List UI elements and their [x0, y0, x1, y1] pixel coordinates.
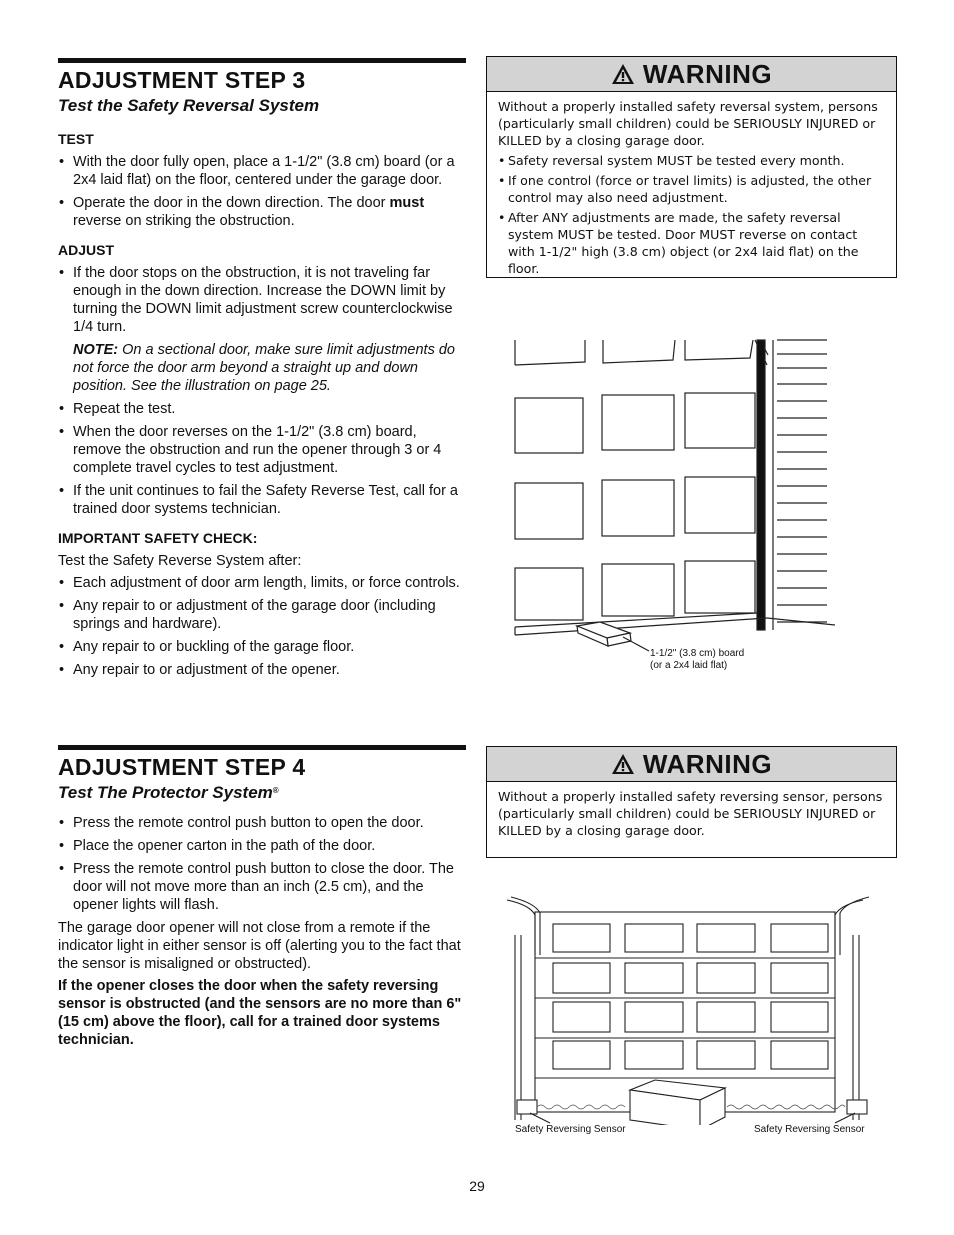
safety-intro: Test the Safety Reverse System after:: [58, 553, 302, 569]
adjust-list: [58, 264, 466, 336]
step4-section: [58, 745, 466, 1053]
list-item: • Each adjustment of door arm length, limits, or force controls.: [58, 574, 466, 592]
section-rule: [58, 58, 466, 63]
list-item: • If one control (force or travel limits) is adjusted, the other control may also need adjustment.: [498, 172, 886, 206]
list-item: • Operate the door in the down direction. The door must reverse on striking the obstruction.: [58, 194, 466, 230]
warning-title: WARNING: [642, 58, 773, 89]
sensor-label-left: Safety Reversing Sensor: [515, 1124, 626, 1135]
list-item: • Any repair to or adjustment of the garage door (including springs and hardware).: [58, 597, 466, 633]
warning-header: [487, 57, 896, 92]
list-item: • Press the remote control push button to close the door. The door will not move more than an inch (2.5 cm), and the opener lights will flash.: [58, 860, 466, 914]
warning-intro: Without a properly installed safety reversing sensor, persons (particularly small children) could be SERIOUSLY INJURED or KILLED by a closing garage door.: [498, 789, 883, 838]
adjust-list-rest: [58, 400, 466, 518]
page-number: 29: [469, 1178, 485, 1194]
registered-mark: ®: [272, 786, 279, 795]
board-label: 1-1/2" (3.8 cm) board (or a 2x4 laid flat): [650, 648, 745, 671]
step3-section: [58, 58, 466, 684]
list-item: • Any repair to or adjustment of the opener.: [58, 661, 466, 679]
step4-bold-paragraph: If the opener closes the door when the safety reversing sensor is obstructed (and the sensors are no more than 6" (15 cm) above the floor), call for a trained door systems technician.: [58, 978, 462, 1048]
protector-system-illustration: [505, 895, 885, 1140]
sensor-label-right: Safety Reversing Sensor: [754, 1124, 865, 1135]
step4-title: ADJUSTMENT STEP 4: [58, 754, 306, 780]
list-item: • After ANY adjustments are made, the safety reversal system MUST be tested. Door MUST reverse on contact with 1-1/2" high (3.8 cm) object (or 2x4 laid flat) on the floor.: [498, 209, 886, 277]
warning-triangle-icon: [611, 63, 635, 85]
list-item: • Place the opener carton in the path of the door.: [58, 837, 466, 855]
door-board-illustration: [505, 335, 835, 680]
section-rule: [58, 745, 466, 750]
list-item: • With the door fully open, place a 1-1/2" (3.8 cm) board (or a 2x4 laid flat) on the floor, centered under the garage door.: [58, 153, 466, 189]
warning-header: [487, 747, 896, 782]
warning-title: WARNING: [642, 748, 773, 779]
list-item: • Repeat the test.: [58, 400, 466, 418]
safety-list: [58, 574, 466, 679]
test-header: TEST: [58, 131, 94, 147]
step4-paragraph: The garage door opener will not close from a remote if the indicator light in either sensor is off (alerting you to the fact that the sensor is misaligned or obstructed).: [58, 920, 461, 972]
step4-subtitle: Test The Protector System®: [58, 783, 279, 802]
step4-list: [58, 814, 466, 914]
safety-header: IMPORTANT SAFETY CHECK:: [58, 530, 258, 546]
warning-body: [487, 782, 896, 850]
warning-intro: Without a properly installed safety reversal system, persons (particularly small children) could be SERIOUSLY INJURED or KILLED by a closing garage door.: [498, 99, 878, 148]
step3-subtitle: Test the Safety Reversal System: [58, 96, 320, 115]
list-item: • If the unit continues to fail the Safety Reverse Test, call for a trained door systems technician.: [58, 482, 466, 518]
warning-box-2: [486, 746, 897, 858]
list-item: • Press the remote control push button to open the door.: [58, 814, 466, 832]
step3-title: ADJUSTMENT STEP 3: [58, 67, 306, 93]
warning-body: [487, 92, 896, 288]
list-item: • Any repair to or buckling of the garage floor.: [58, 638, 466, 656]
list-item: • If the door stops on the obstruction, it is not traveling far enough in the down direction. Increase the DOWN limit by turning the DOWN limit adjustment screw counterclockwise 1/4 turn.: [58, 264, 466, 336]
garage-door-sensors-illustration: [505, 895, 885, 1125]
warning-box-1: [486, 56, 897, 278]
warning-list: [498, 152, 886, 277]
warning-triangle-icon: [611, 753, 635, 775]
test-list: [58, 153, 466, 230]
adjust-header: ADJUST: [58, 242, 115, 258]
list-item: • When the door reverses on the 1-1/2" (3.8 cm) board, remove the obstruction and run the opener through 3 or 4 complete travel cycles to test adjustment.: [58, 423, 466, 477]
list-item: • Safety reversal system MUST be tested every month.: [498, 152, 886, 169]
note: NOTE: On a sectional door, make sure limit adjustments do not force the door arm beyond a straight up and down position. See the illustration on page 25.: [73, 342, 455, 394]
garage-door-illustration: [505, 335, 835, 655]
